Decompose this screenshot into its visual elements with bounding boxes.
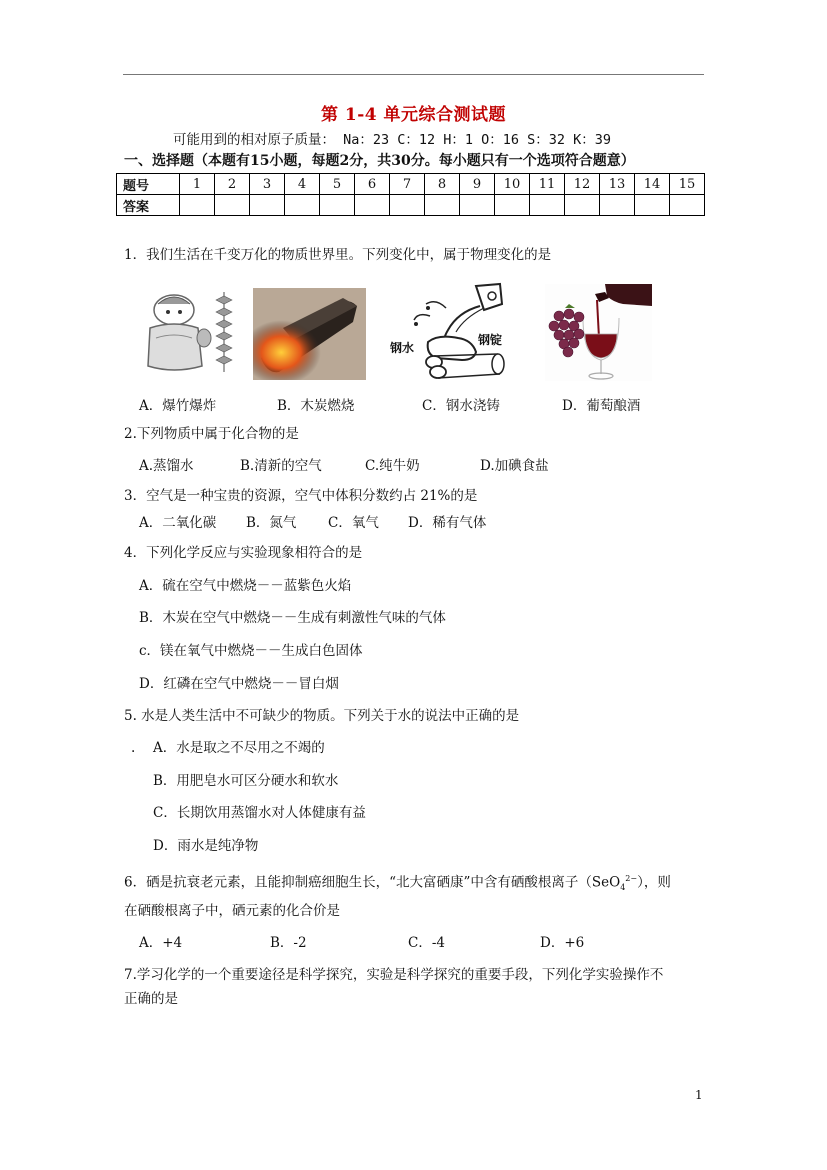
q4-option-d: D．红磷在空气中燃烧－－冒白烟 bbox=[139, 676, 339, 692]
answer-table-number-row bbox=[117, 174, 705, 195]
q6-option-a: A．+4 bbox=[139, 935, 183, 951]
answer-table-number-head: 题号 bbox=[117, 174, 180, 195]
page-number: 1 bbox=[695, 1088, 703, 1102]
question-number: 5 bbox=[320, 174, 355, 195]
q6-stem-line2: 在硒酸根离子中，硒元素的化合价是 bbox=[124, 903, 340, 919]
answer-cell[interactable] bbox=[495, 195, 530, 216]
q6-option-b: B．-2 bbox=[270, 935, 307, 951]
answer-table-answer-row bbox=[117, 195, 705, 216]
header-rule bbox=[123, 74, 704, 75]
answer-cell[interactable] bbox=[530, 195, 565, 216]
q1-stem: 1．我们生活在千变万化的物质世界里。下列变化中，属于物理变化的是 bbox=[124, 247, 552, 263]
question-number: 1 bbox=[180, 174, 215, 195]
q6-option-c: C．-4 bbox=[408, 935, 445, 951]
q6-stem-text-b: ），则 bbox=[637, 874, 671, 891]
q6-option-d: D．+6 bbox=[540, 935, 585, 951]
q6-stem-superscript: 2− bbox=[625, 874, 638, 883]
question-number: 10 bbox=[495, 174, 530, 195]
answer-cell[interactable] bbox=[180, 195, 215, 216]
answer-cell[interactable] bbox=[250, 195, 285, 216]
answer-cell[interactable] bbox=[565, 195, 600, 216]
answer-cell[interactable] bbox=[460, 195, 495, 216]
q3-option-c: C．氧气 bbox=[328, 515, 379, 531]
question-number: 2 bbox=[215, 174, 250, 195]
q2-stem: 2.下列物质中属于化合物的是 bbox=[124, 426, 299, 442]
section-heading: 一、选择题（本题有15小题，每题2分，共30分。每小题只有一个选项符合题意） bbox=[124, 153, 635, 169]
q4-stem: 4．下列化学反应与实验现象相符合的是 bbox=[124, 545, 363, 561]
q6-stem-text-a: 6．硒是抗衰老元素，且能抑制癌细胞生长，“北大富硒康”中含有硒酸根离子（SeO bbox=[124, 874, 621, 891]
answer-cell[interactable] bbox=[355, 195, 390, 216]
question-number: 4 bbox=[285, 174, 320, 195]
q5-option-c: C．长期饮用蒸馏水对人体健康有益 bbox=[153, 805, 366, 821]
q3-stem: 3．空气是一种宝贵的资源，空气中体积分数约占 21%的是 bbox=[124, 488, 478, 504]
answer-table bbox=[116, 173, 705, 216]
question-number: 8 bbox=[425, 174, 460, 195]
question-number: 13 bbox=[600, 174, 635, 195]
q7-stem-line1: 7.学习化学的一个重要途径是科学探究，实验是科学探究的重要手段，下列化学实验操作不 bbox=[124, 967, 664, 983]
answer-cell[interactable] bbox=[635, 195, 670, 216]
question-number: 15 bbox=[670, 174, 705, 195]
q4-option-b: B．木炭在空气中燃烧－－生成有刺激性气味的气体 bbox=[139, 610, 446, 626]
answer-cell[interactable] bbox=[670, 195, 705, 216]
q3-option-a: A．二氧化碳 bbox=[139, 515, 217, 531]
q4-option-a: A．硫在空气中燃烧－－蓝紫色火焰 bbox=[139, 578, 352, 594]
atomic-masses: 可能用到的相对原子质量： Na：23 C：12 H：1 O：16 S：32 K：39 bbox=[173, 132, 612, 148]
molten-steel-label: 钢水 bbox=[390, 341, 415, 355]
answer-cell[interactable] bbox=[285, 195, 320, 216]
q3-option-b: B．氮气 bbox=[246, 515, 297, 531]
q6-stem-subscript: 4 bbox=[620, 883, 626, 893]
q2-option-c: C.纯牛奶 bbox=[365, 458, 420, 474]
q5-option-a: A．水是取之不尽用之不竭的 bbox=[153, 740, 325, 756]
q1-option-c: C．钢水浇铸 bbox=[422, 398, 500, 414]
answer-cell[interactable] bbox=[320, 195, 355, 216]
burning-charcoal-image bbox=[253, 288, 366, 380]
q1-option-a: A．爆竹爆炸 bbox=[139, 398, 217, 414]
question-number: 7 bbox=[390, 174, 425, 195]
q7-stem-line2: 正确的是 bbox=[124, 991, 178, 1007]
question-number: 6 bbox=[355, 174, 390, 195]
q3-option-d: D．稀有气体 bbox=[408, 515, 487, 531]
q4-option-c: c．镁在氧气中燃烧－－生成白色固体 bbox=[139, 643, 363, 659]
steel-casting-image bbox=[388, 278, 513, 380]
question-number: 3 bbox=[250, 174, 285, 195]
question-number: 12 bbox=[565, 174, 600, 195]
steel-ingot-label: 钢锭 bbox=[478, 333, 503, 347]
q5-margin-mark: . bbox=[131, 740, 136, 756]
question-number: 9 bbox=[460, 174, 495, 195]
q1-option-d: D．葡萄酿酒 bbox=[562, 398, 641, 414]
firecracker-image bbox=[136, 282, 239, 378]
wine-grapes-image bbox=[545, 284, 652, 381]
q2-option-d: D.加碘食盐 bbox=[480, 458, 549, 474]
page-title: 第 1-4 单元综合测试题 bbox=[320, 105, 507, 125]
q2-option-b: B.清新的空气 bbox=[240, 458, 322, 474]
answer-cell[interactable] bbox=[215, 195, 250, 216]
q2-option-a: A.蒸馏水 bbox=[139, 458, 194, 474]
answer-table-answer-head: 答案 bbox=[117, 195, 180, 216]
question-number: 14 bbox=[635, 174, 670, 195]
question-number: 11 bbox=[530, 174, 565, 195]
answer-cell[interactable] bbox=[390, 195, 425, 216]
answer-cell[interactable] bbox=[425, 195, 460, 216]
q1-option-b: B．木炭燃烧 bbox=[277, 398, 355, 414]
q5-option-d: D．雨水是纯净物 bbox=[153, 838, 259, 854]
q6-stem-line1 bbox=[124, 870, 671, 897]
q5-option-b: B．用肥皂水可区分硬水和软水 bbox=[153, 773, 339, 789]
answer-cell[interactable] bbox=[600, 195, 635, 216]
q5-stem: 5. 水是人类生活中不可缺少的物质。下列关于水的说法中正确的是 bbox=[124, 708, 520, 724]
